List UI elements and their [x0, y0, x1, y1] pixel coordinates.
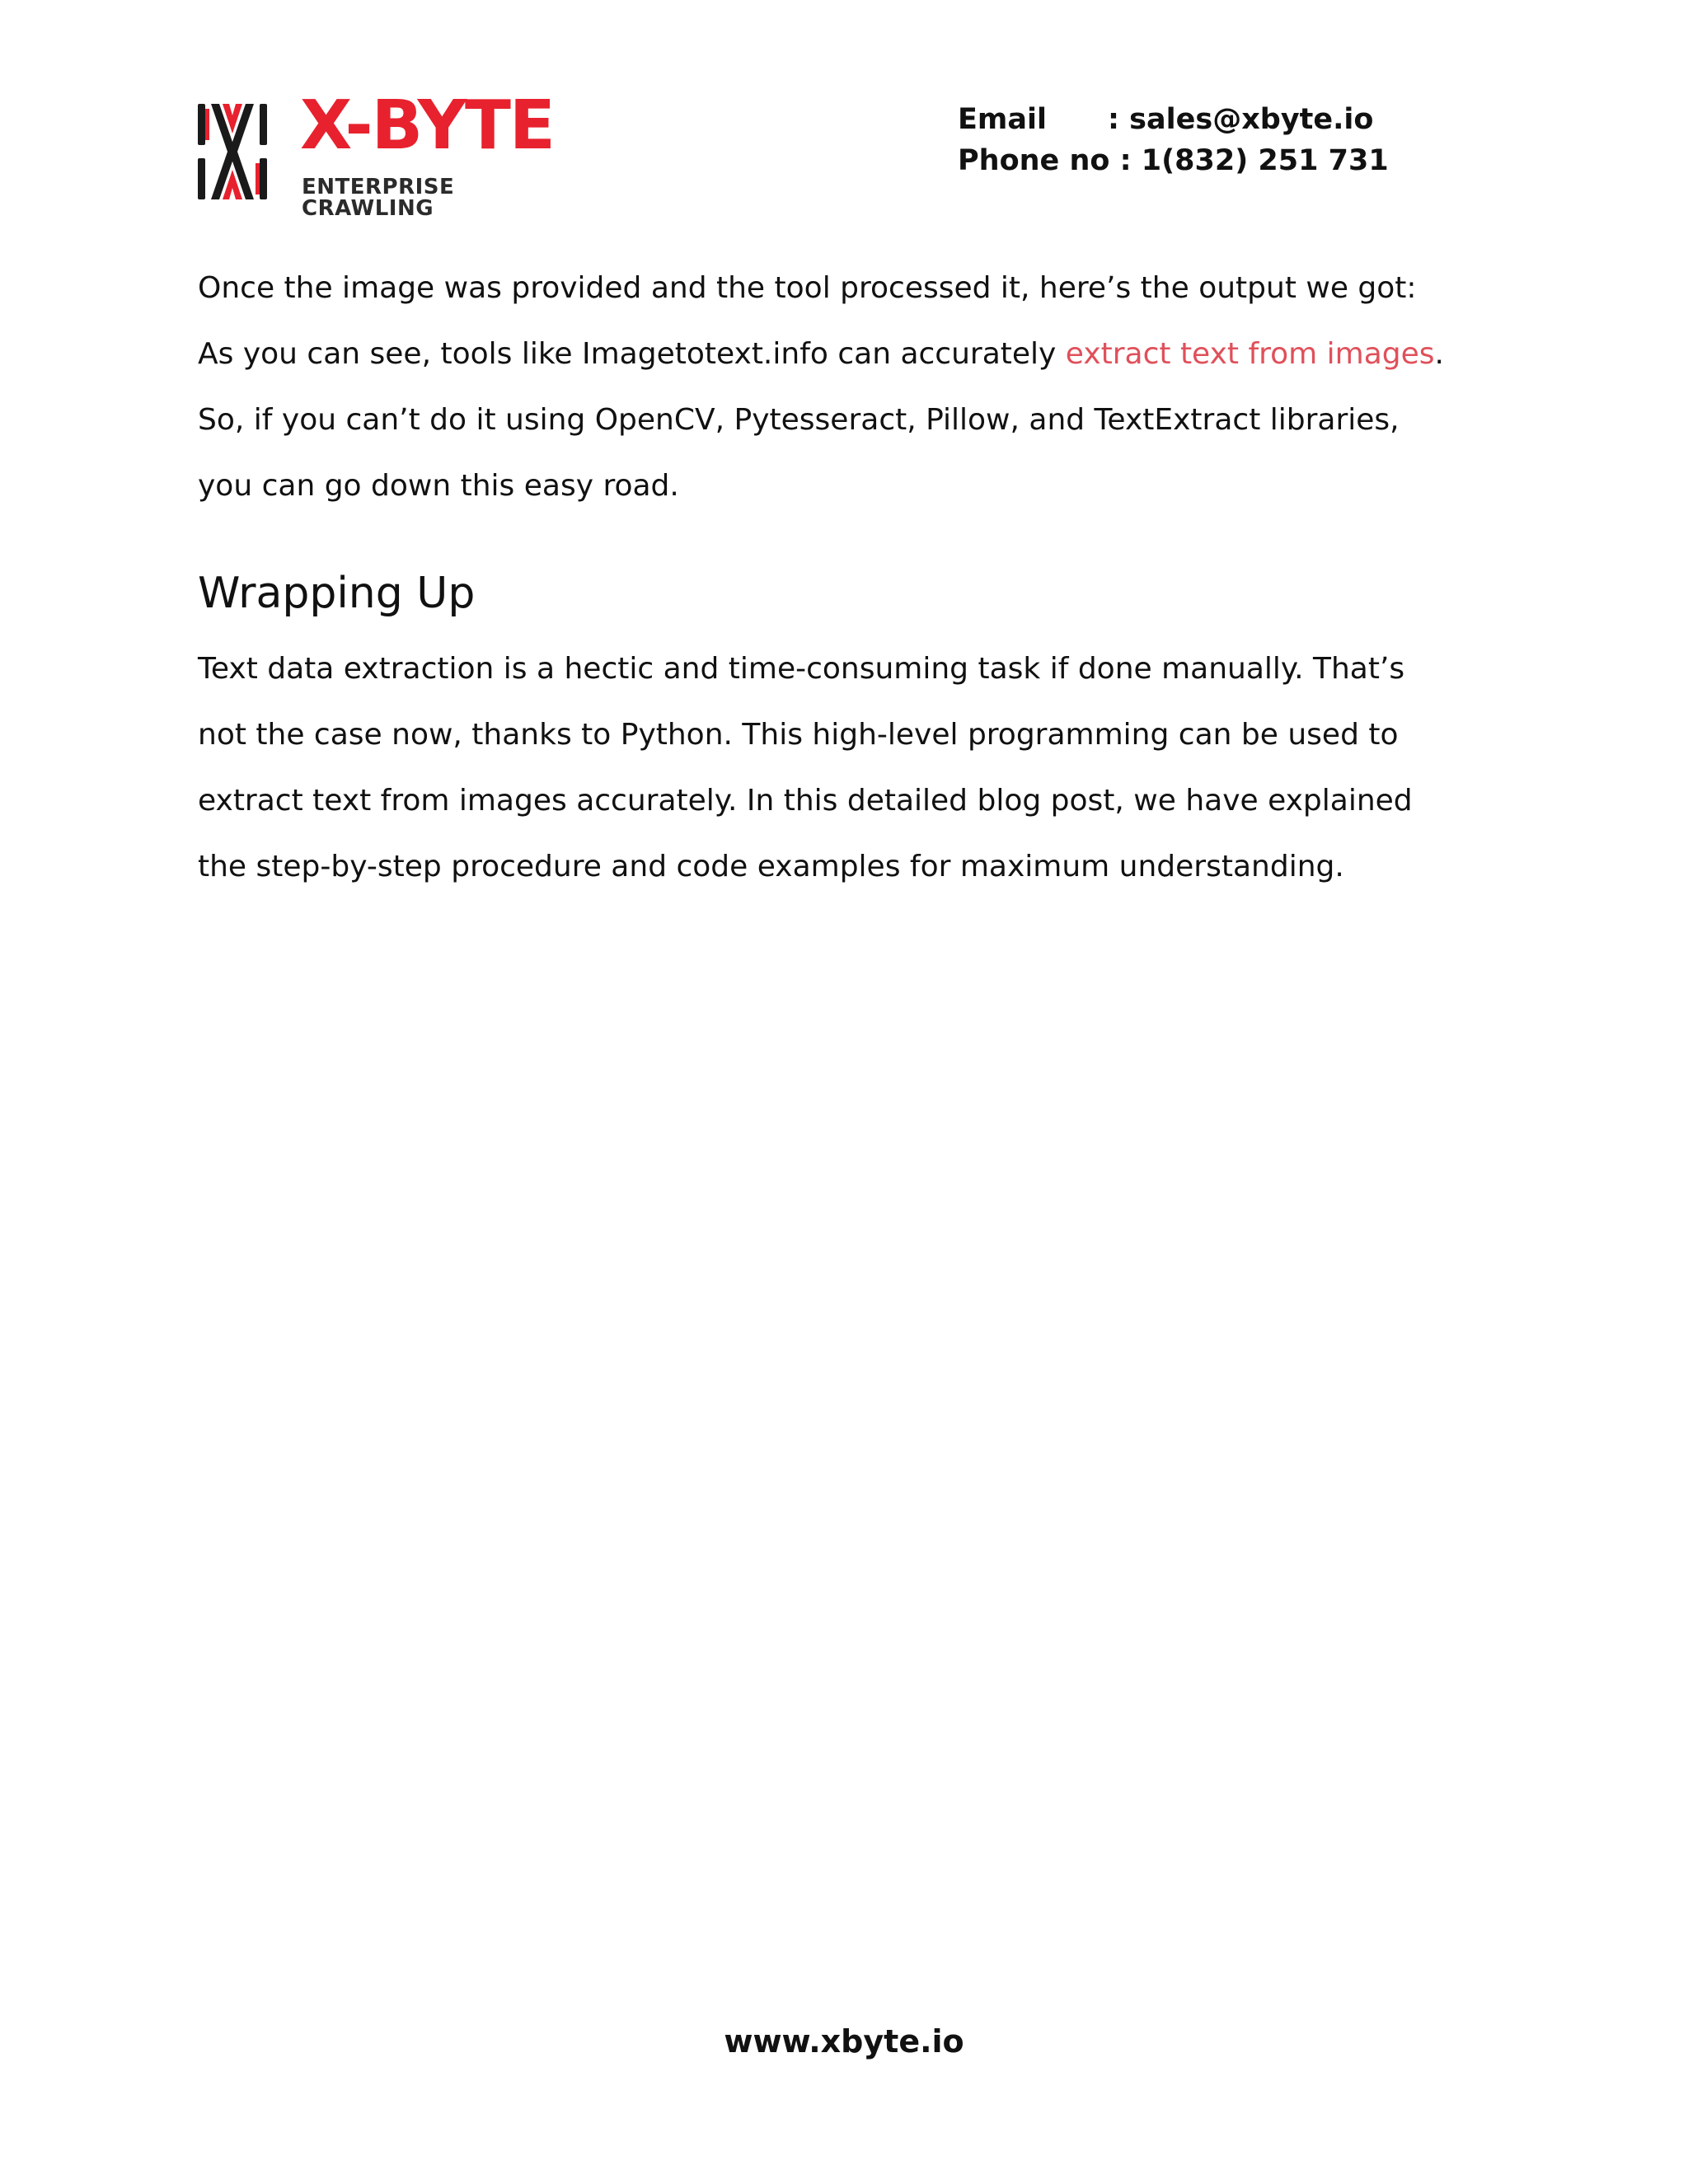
paragraph-line: Text data extraction is a hectic and time-consuming task if done manually. That’s	[198, 652, 1405, 686]
paragraph-line: you can go down this easy road.	[198, 469, 679, 503]
phone-value[interactable]: : 1(832) 251 731	[1119, 144, 1389, 177]
paragraph-line: extract text from images accurately. In this detailed blog post, we have explained	[198, 784, 1413, 818]
email-label: Email	[958, 103, 1047, 136]
phone-label: Phone no	[958, 144, 1110, 177]
paragraph-line: not the case now, thanks to Python. This high-level programming can be used to	[198, 718, 1399, 752]
paragraph-line: the step-by-step procedure and code examples for maximum understanding.	[198, 850, 1344, 883]
x-byte-logo-mark-icon	[198, 104, 267, 199]
paragraph-line: So, if you can’t do it using OpenCV, Pytesseract, Pillow, and TextExtract libraries,	[198, 403, 1400, 437]
paragraph-punctuation: .	[1434, 337, 1444, 371]
extract-text-link[interactable]: extract text from images	[1065, 337, 1435, 371]
contact-block	[958, 99, 1389, 181]
paragraph-line: Once the image was provided and the tool processed it, here’s the output we got:	[198, 271, 1417, 305]
logo-tagline: ENTERPRISE CRAWLING	[302, 175, 455, 221]
logo-wordmark: X-BYTE	[300, 87, 554, 165]
document-body	[198, 255, 1517, 900]
email-row	[958, 99, 1389, 140]
email-value[interactable]: : sales@xbyte.io	[1108, 103, 1374, 136]
section-heading: Wrapping Up	[198, 569, 476, 618]
paragraph-line: As you can see, tools like Imagetotext.info can accurately	[198, 337, 1066, 371]
company-logo	[198, 87, 585, 221]
footer-url[interactable]: www.xbyte.io	[724, 2023, 964, 2060]
intro-paragraph	[198, 255, 1517, 519]
conclusion-paragraph	[198, 636, 1517, 900]
phone-row	[958, 140, 1389, 181]
